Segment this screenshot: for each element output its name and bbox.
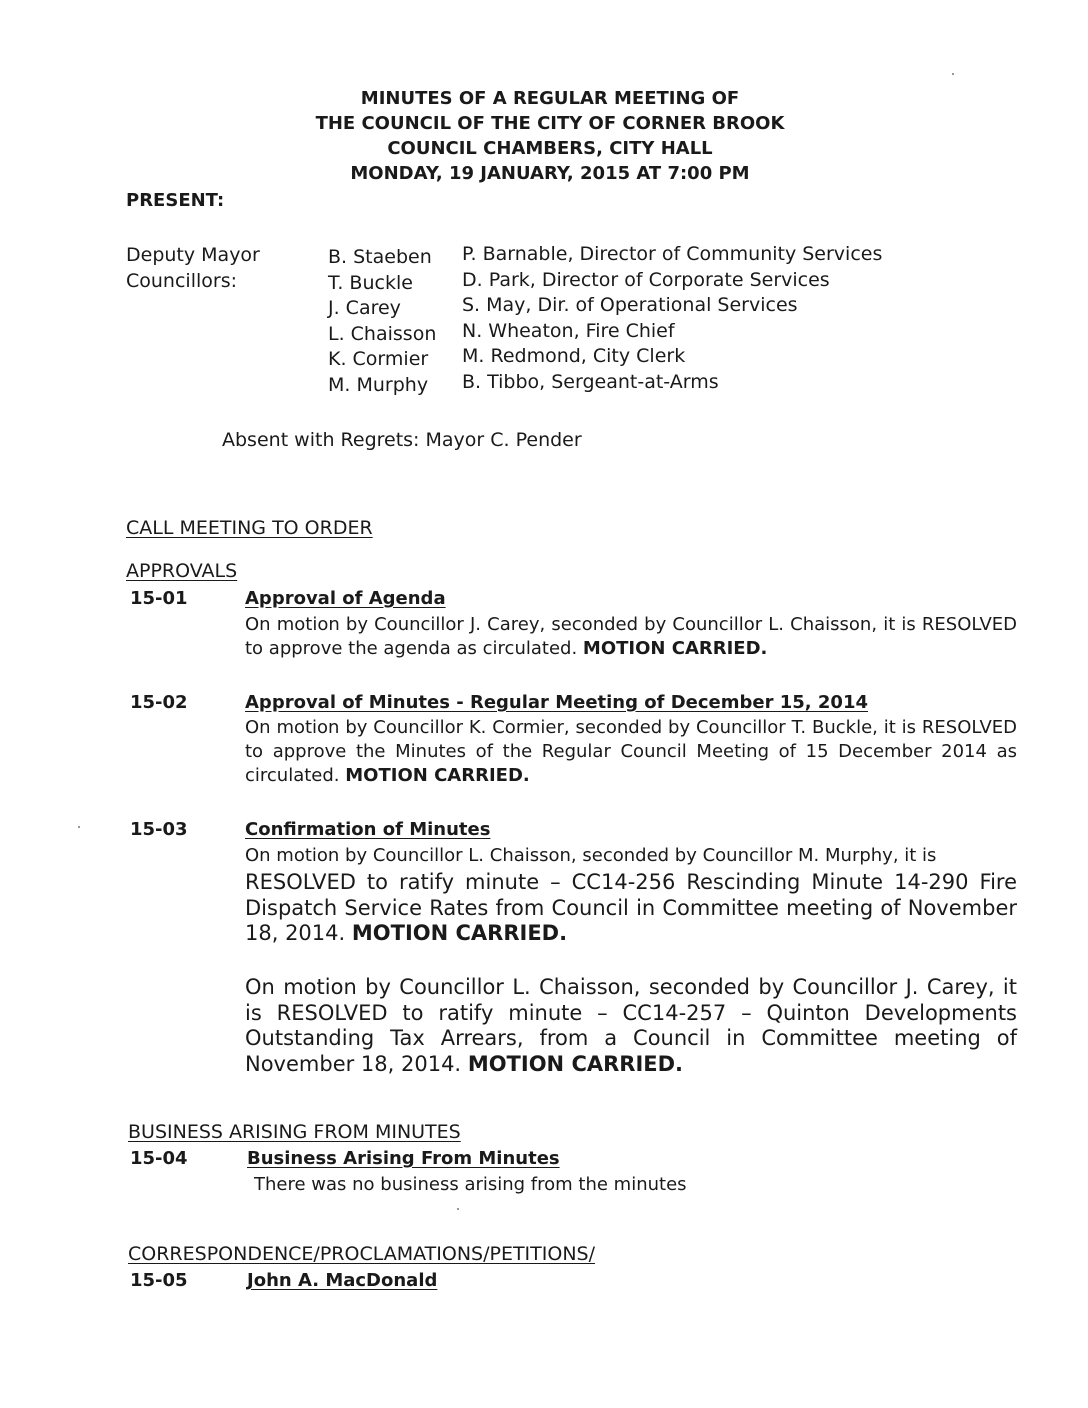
staff-name: S. May, Dir. of Operational Services: [462, 294, 798, 317]
resolution-text: On motion by Councillor K. Cormier, seconded by Councillor T. Buckle, it is RESOLVED to approve the Minutes of the Regular Council Meeting of 15 December 2014 as circulated.: [245, 717, 1017, 786]
title-line-1: MINUTES OF A REGULAR MEETING OF: [360, 88, 740, 109]
document-title: [250, 86, 850, 186]
item-number: 15-01: [130, 588, 188, 609]
staff-name: P. Barnable, Director of Community Services: [462, 243, 883, 265]
absent-note: Absent with Regrets: Mayor C. Pender: [222, 429, 582, 451]
item-title: Approval of Minutes - Regular Meeting of December 15, 2014: [245, 692, 868, 713]
item-body-second: [245, 975, 1017, 1077]
motion-carried: MOTION CARRIED.: [582, 638, 768, 659]
resolution-first-line: On motion by Councillor L. Chaisson, seconded by Councillor M. Murphy, it is: [245, 845, 937, 866]
scan-speck: [952, 73, 954, 75]
member-name: M. Murphy: [328, 373, 429, 396]
section-approvals: APPROVALS: [126, 560, 238, 582]
section-call-to-order: CALL MEETING TO ORDER: [126, 517, 373, 539]
item-number: 15-03: [130, 819, 188, 840]
staff-name: N. Wheaton, Fire Chief: [462, 319, 675, 342]
role-councillors: Councillors:: [126, 269, 237, 292]
item-title: John A. MacDonald: [247, 1270, 438, 1291]
role-deputy-mayor: Deputy Mayor: [126, 244, 260, 266]
item-number: 15-04: [130, 1148, 188, 1169]
item-body: [245, 716, 1017, 788]
staff-name: B. Tibbo, Sergeant-at-Arms: [462, 370, 719, 393]
section-correspondence: CORRESPONDENCE/PROCLAMATIONS/PETITIONS/: [128, 1243, 596, 1265]
scan-speck: [78, 826, 80, 828]
member-name: B. Staeben: [328, 246, 432, 268]
staff-column: [462, 242, 882, 396]
staff-name: M. Redmond, City Clerk: [462, 345, 686, 368]
member-name: J. Carey: [328, 297, 401, 320]
member-name: K. Cormier: [328, 348, 429, 371]
title-line-4: MONDAY, 19 JANUARY, 2015 AT 7:00 PM: [350, 163, 750, 184]
item-title: Approval of Agenda: [245, 588, 446, 609]
present-label: PRESENT:: [126, 190, 225, 211]
item-number: 15-05: [130, 1270, 188, 1291]
roles-column: [126, 243, 260, 294]
resolution-text: On motion by Councillor L. Chaisson, seconded by Councillor J. Carey, it is RESOLVED to ratify minute – CC14-257 – Quinton Developments Outstanding Tax Arrears, from a Council in Committee meeting of November 18, 2014.: [245, 975, 1017, 1076]
resolution-text: On motion by Councillor J. Carey, seconded by Councillor L. Chaisson, it is RESOLVED to approve the agenda as circulated.: [245, 614, 1017, 659]
title-line-3: COUNCIL CHAMBERS, CITY HALL: [387, 138, 713, 159]
member-name: L. Chaisson: [328, 322, 437, 345]
scan-speck: [457, 1208, 459, 1210]
resolution-text: RESOLVED to ratify minute – CC14-256 Rescinding Minute 14-290 Fire Dispatch Service Rates from Council in Committee meeting of November 18, 2014.: [245, 870, 1017, 945]
item-body: [245, 870, 1017, 947]
member-name: T. Buckle: [328, 271, 413, 294]
item-body: There was no business arising from the minutes: [254, 1174, 687, 1195]
motion-carried: MOTION CARRIED.: [345, 765, 530, 786]
motion-carried: MOTION CARRIED.: [467, 1051, 684, 1076]
title-line-2: THE COUNCIL OF THE CITY OF CORNER BROOK: [315, 113, 785, 134]
item-body: [245, 613, 1017, 661]
members-column: [328, 245, 436, 399]
staff-name: D. Park, Director of Corporate Services: [462, 268, 830, 291]
motion-carried: MOTION CARRIED.: [351, 921, 568, 945]
item-title: Business Arising From Minutes: [247, 1148, 560, 1169]
item-number: 15-02: [130, 692, 188, 713]
section-business-arising: BUSINESS ARISING FROM MINUTES: [128, 1121, 461, 1143]
item-title: Confirmation of Minutes: [245, 819, 491, 840]
